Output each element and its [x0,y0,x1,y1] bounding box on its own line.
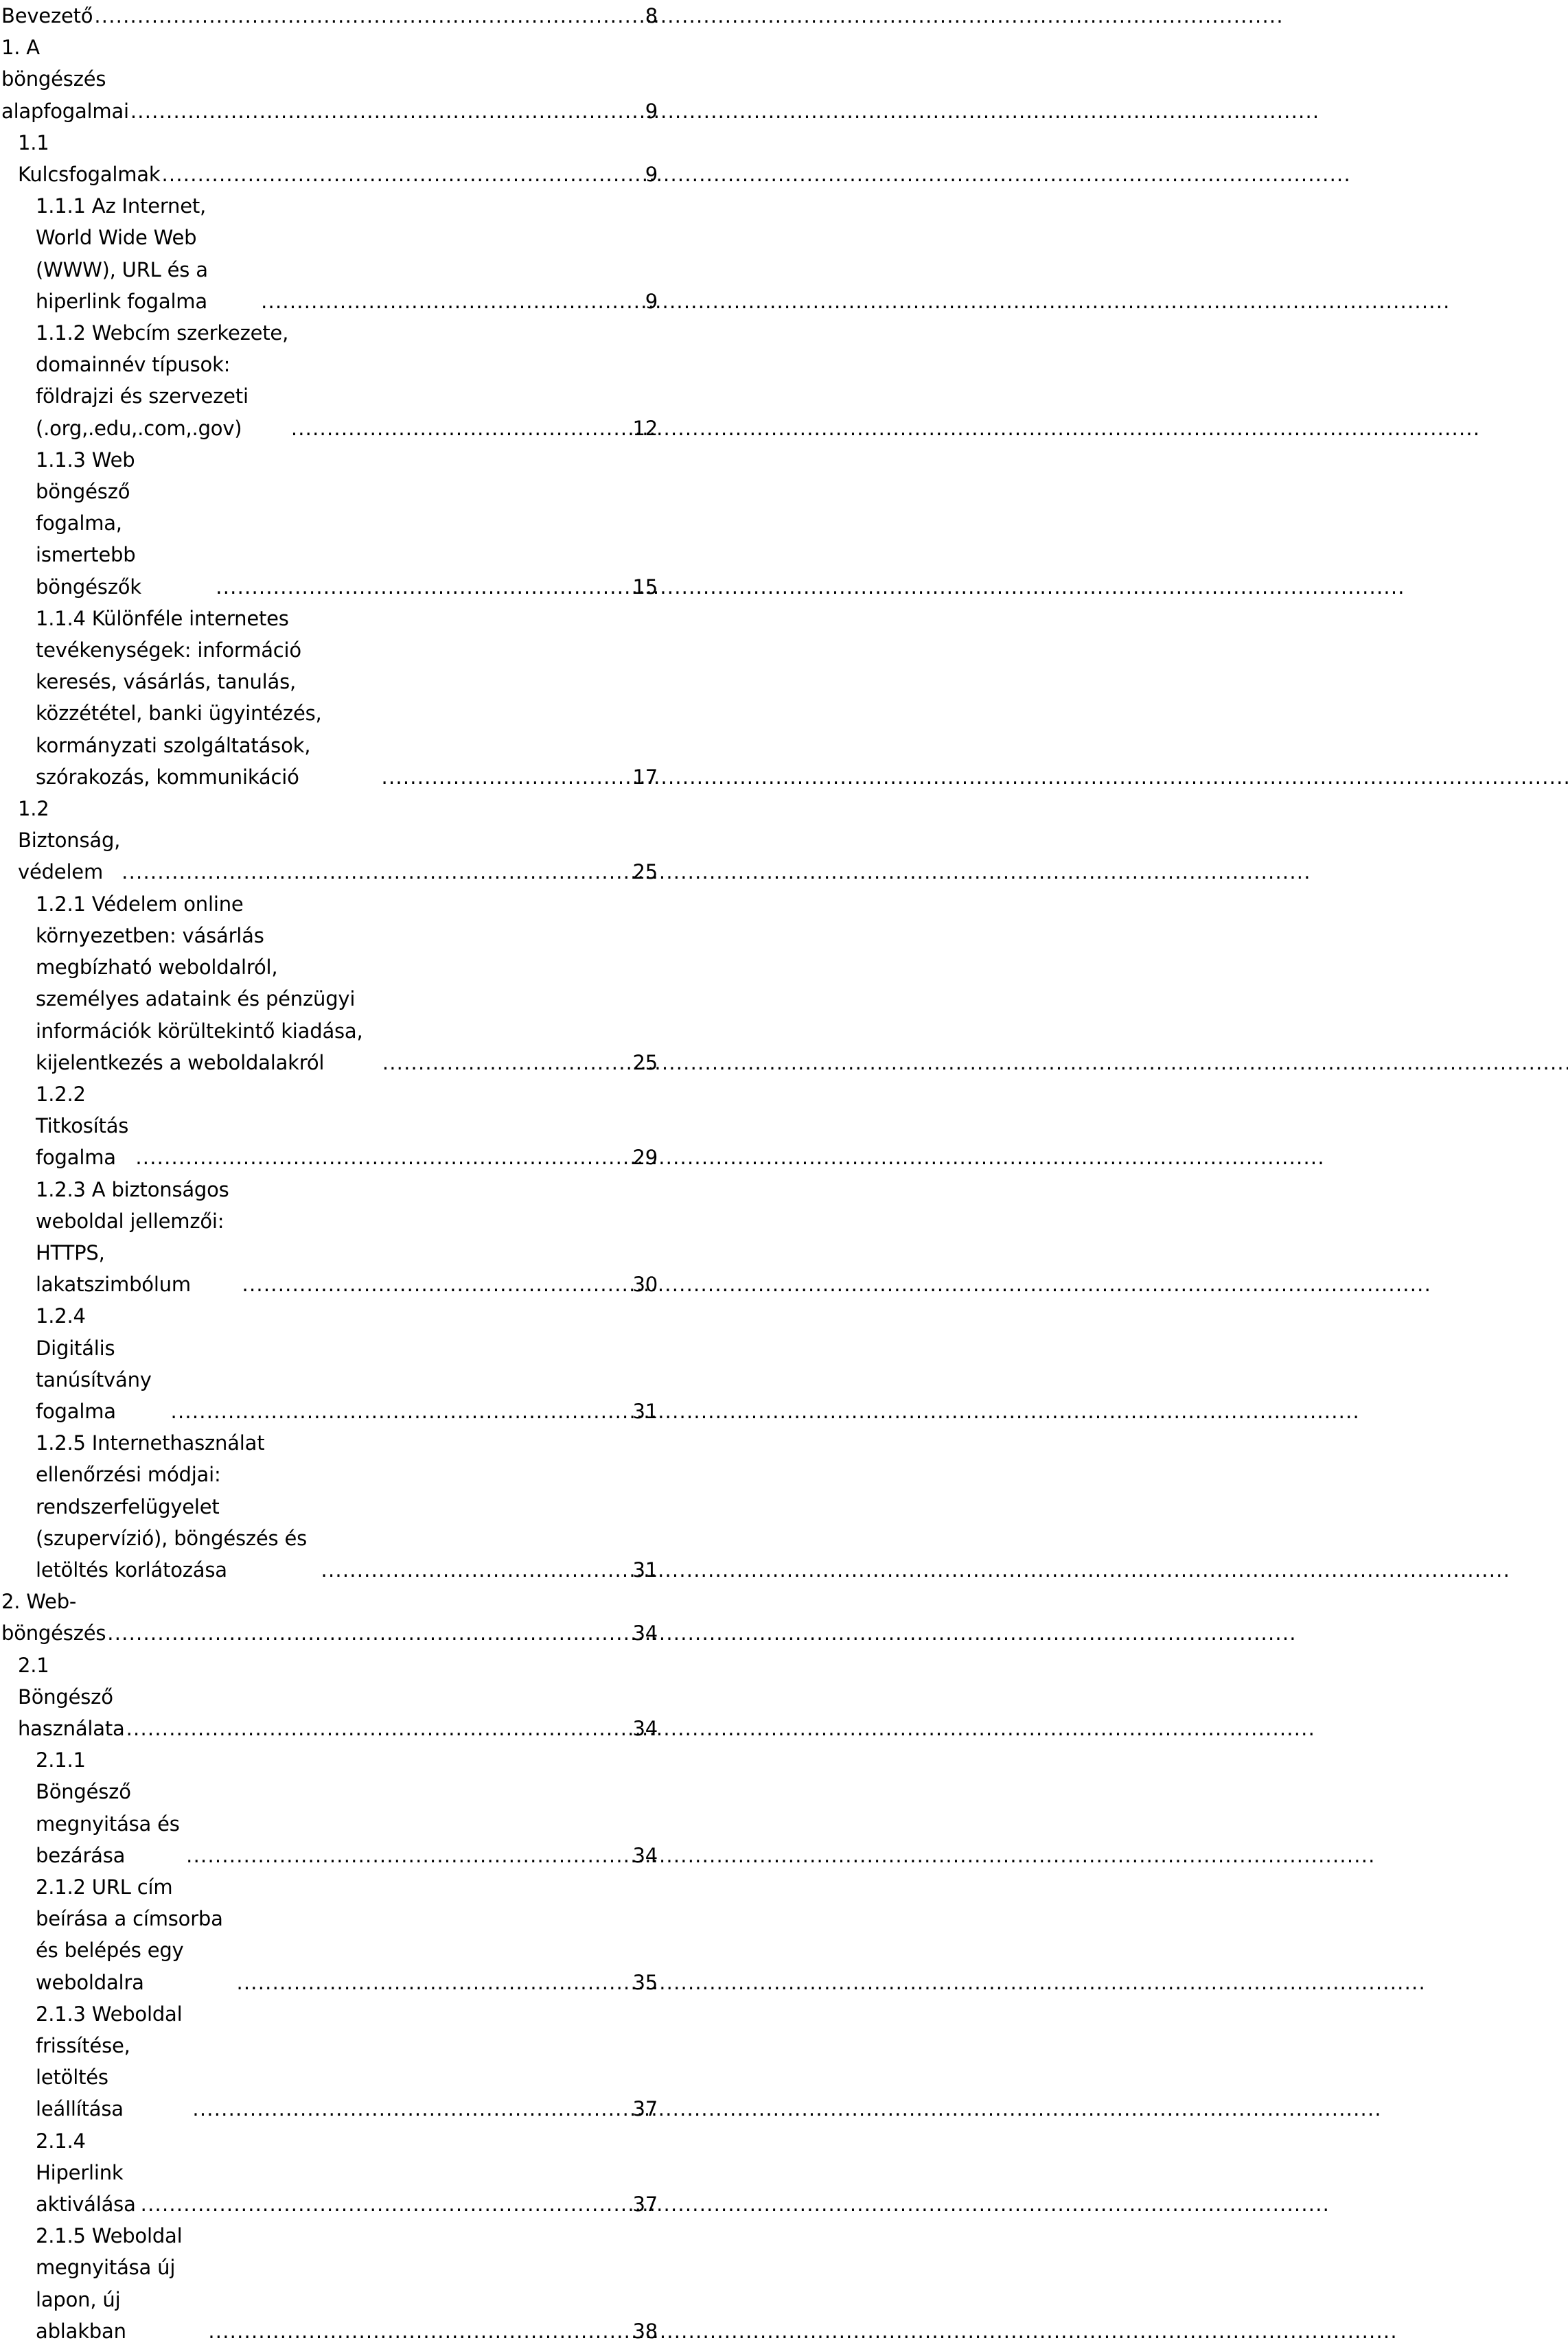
toc-entry[interactable] [0,1078,659,1174]
toc-entry[interactable] [0,1300,659,1427]
toc-entry-title: 1.2.5 Internethasználat ellenőrzési módjai: rendszerfelügyelet (szupervízió), böngészés és letöltés korlátozása [36,1431,308,1582]
dot-leader [236,1967,631,1998]
dot-leader [261,286,644,317]
toc-entry-page: 9 [645,289,658,313]
toc-entry-page: 25 [632,1050,658,1074]
toc-entry[interactable] [0,32,659,127]
toc-entry-page: 38 [632,2319,658,2343]
toc-entry-title: 2.1.4 Hiperlink aktiválása [36,2129,136,2217]
toc-entry-title: Bevezető [1,4,93,27]
toc-entry-page: 35 [632,1970,658,1994]
toc-entry-title: 1. A böngészés alapfogalmai [1,36,129,123]
toc-entry[interactable] [0,1871,659,1998]
dot-leader [321,1554,632,1586]
dot-leader [291,413,632,444]
toc-entry-page: 9 [645,99,658,123]
toc-entry-title: 2.1.1 Böngésző megnyitása és bezárása [36,1748,180,1867]
toc-entry-title: 1.2.4 Digitális tanúsítvány fogalma [36,1304,152,1423]
toc-entry-page: 37 [632,2097,658,2121]
toc-entry[interactable] [0,1650,659,1745]
table-of-contents [0,0,659,2347]
toc-entry[interactable] [0,1586,659,1649]
toc-entry-title: 1.2 Biztonság, védelem [18,797,121,884]
dot-leader [126,1713,632,1744]
toc-entry-title: 2.1.3 Weboldal frissítése, letöltés leállítása [36,2002,183,2121]
toc-entry-page: 25 [632,860,658,884]
toc-entry[interactable] [0,603,659,793]
toc-entry[interactable] [0,0,659,32]
dot-leader [382,761,632,793]
toc-entry-page: 29 [632,1146,658,1170]
toc-entry[interactable] [0,2125,659,2221]
toc-entry[interactable] [0,127,659,190]
dot-leader [130,95,644,127]
toc-entry-title: 2.1.2 URL cím beírása a címsorba és belépés egy weboldalra [36,1875,223,1994]
toc-entry-title: 1.1.1 Az Internet, World Wide Web (WWW), URL és a hiperlink fogalma [36,194,208,313]
dot-leader [161,159,643,190]
toc-entry-title: 1.2.2 Titkosítás fogalma [36,1082,129,1170]
dot-leader [192,2093,631,2125]
toc-entry-title: 1.1.2 Webcím szerkezete, domainnév típusok: földrajzi és szervezeti (.org,.edu,.com,.gov) [36,321,289,440]
toc-entry-title: 2.1 Böngésző használata [18,1653,125,1740]
toc-entry[interactable] [0,1998,659,2125]
toc-entry[interactable] [0,1427,659,1586]
toc-entry-page: 8 [645,4,658,27]
toc-entry[interactable] [0,317,659,444]
dot-leader [186,1840,631,1871]
toc-entry-page: 34 [632,1843,658,1867]
toc-entry[interactable] [0,888,659,1078]
dot-leader [216,571,631,603]
toc-entry-page: 31 [632,1558,658,1582]
toc-entry[interactable] [0,444,659,603]
dot-leader [141,2188,632,2220]
dot-leader [122,856,631,888]
toc-entry-title: 1.1.3 Web böngésző fogalma, ismertebb böngészők [36,448,141,599]
toc-entry[interactable] [0,2220,659,2347]
toc-entry-page: 34 [632,1621,658,1645]
dot-leader [171,1396,632,1427]
toc-entry[interactable] [0,1744,659,1871]
toc-entry-title: 2.1.5 Weboldal megnyitása új lapon, új ablakban [36,2224,183,2343]
toc-entry[interactable] [0,190,659,317]
dot-leader [135,1142,631,1173]
dot-leader [107,1617,631,1649]
toc-entry-title: 1.1 Kulcsfogalmak [18,130,161,187]
toc-entry-page: 31 [632,1399,658,1423]
dot-leader [242,1269,632,1300]
toc-entry-page: 15 [632,575,658,599]
toc-entry-title: 1.2.3 A biztonságos weboldal jellemzői: HTTPS, lakatszimbólum [36,1177,229,1297]
dot-leader [94,0,643,32]
dot-leader [382,1047,632,1078]
toc-entry-title: 2. Web-böngészés [1,1590,106,1645]
toc-entry-page: 9 [645,163,658,187]
toc-entry-page: 12 [632,416,658,440]
toc-entry[interactable] [0,793,659,888]
toc-entry[interactable] [0,1174,659,1301]
toc-entry-page: 37 [632,2193,658,2217]
dot-leader [208,2315,631,2347]
toc-entry-title: 1.1.4 Különféle internetes tevékenységek: információ keresés, vásárlás, tanulás, közzététel, banki ügyintézés, kormányzati szolgáltatások, szórakozás, kommunikáció [36,606,322,789]
toc-entry-page: 17 [632,765,658,789]
toc-entry-page: 34 [632,1716,658,1740]
toc-entry-title: 1.2.1 Védelem online környezetben: vásárlás megbízható weboldalról, személyes adataink és pénzügyi információk körültekintő kiadása, kijelentkezés a weboldalakról [36,892,363,1074]
toc-entry-page: 30 [632,1273,658,1297]
